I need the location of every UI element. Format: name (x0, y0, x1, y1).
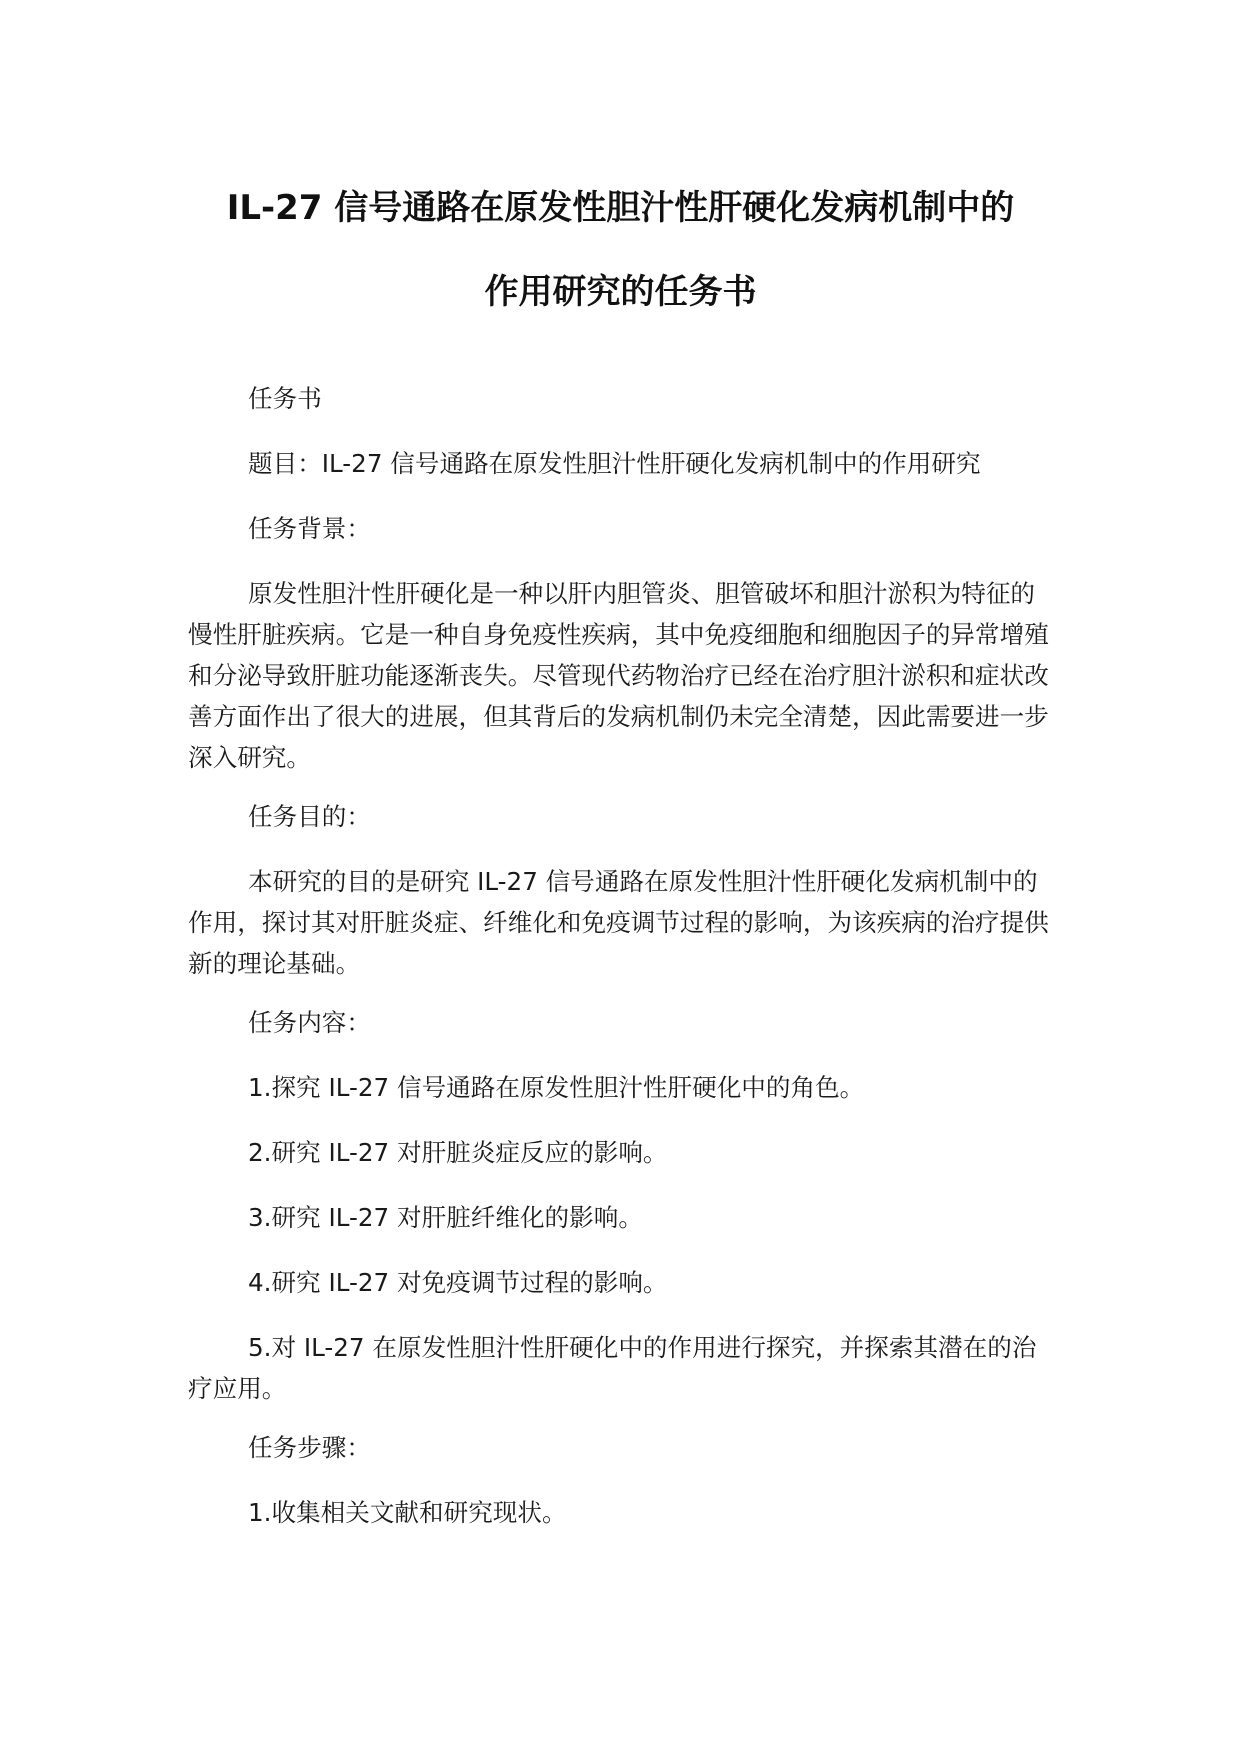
list-item-content-4: 4.研究 IL-27 对免疫调节过程的影响。 (248, 1268, 668, 1297)
paragraph-topic: 题目：IL-27 信号通路在原发性胆汁性肝硬化发病机制中的作用研究 (248, 449, 981, 478)
document-title-line-2: 作用研究的任务书 (484, 272, 757, 312)
document-title-line-1: IL-27 信号通路在原发性胆汁性肝硬化发病机制中的 (226, 188, 1015, 228)
heading-background: 任务背景： (248, 514, 371, 543)
list-item-content-2: 2.研究 IL-27 对肝脏炎症反应的影响。 (248, 1138, 668, 1167)
heading-task-book: 任务书 (248, 384, 322, 413)
heading-content: 任务内容： (248, 1008, 371, 1037)
heading-steps: 任务步骤： (248, 1433, 371, 1462)
list-item-step-1: 1.收集相关文献和研究现状。 (248, 1498, 567, 1527)
list-item-content-3: 3.研究 IL-27 对肝脏纤维化的影响。 (248, 1203, 643, 1232)
list-item-content-1: 1.探究 IL-27 信号通路在原发性胆汁性肝硬化中的角色。 (248, 1073, 865, 1102)
paragraph-purpose: 本研究的目的是研究 IL-27 信号通路在原发性胆汁性肝硬化发病机制中的作用，探讨其对肝脏炎症、纤维化和免疫调节过程的影响，为该疾病的治疗提供新的理论基础。 (188, 867, 1049, 978)
document-body (188, 378, 1058, 1557)
heading-purpose: 任务目的： (248, 802, 371, 831)
paragraph-background: 原发性胆汁性肝硬化是一种以肝内胆管炎、胆管破坏和胆汁淤积为特征的慢性肝脏疾病。它是一种自身免疫性疾病，其中免疫细胞和细胞因子的异常增殖和分泌导致肝脏功能逐渐丧失。尽管现代药物治疗已经在治疗胆汁淤积和症状改善方面作出了很大的进展，但其背后的发病机制仍未完全清楚，因此需要进一步深入研究。 (188, 579, 1049, 772)
list-item-content-5: 5.对 IL-27 在原发性胆汁性肝硬化中的作用进行探究，并探索其潜在的治疗应用。 (188, 1333, 1037, 1403)
